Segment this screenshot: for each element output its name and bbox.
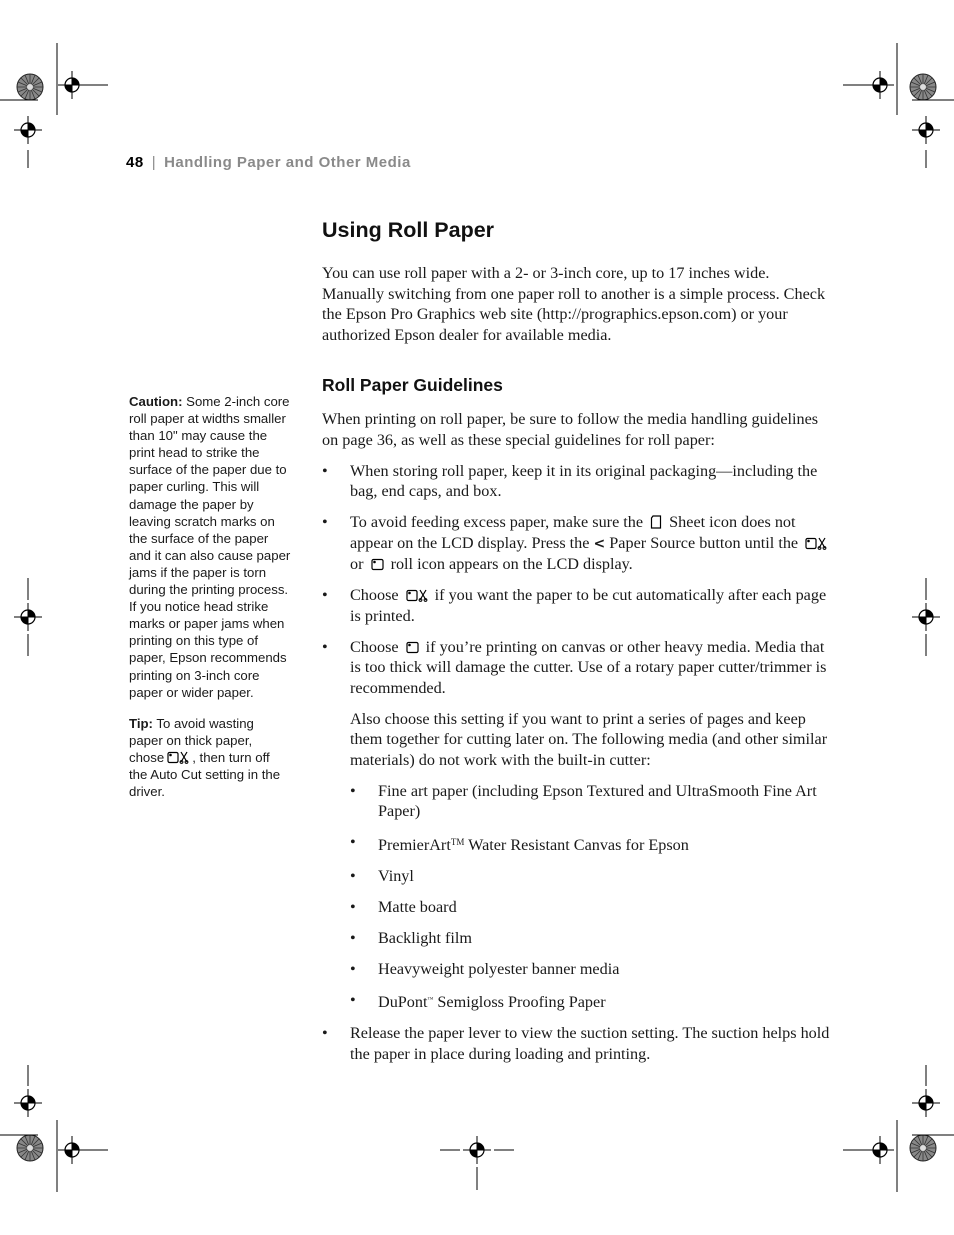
intro-paragraph: You can use roll paper with a 2- or 3-inch core, up to 17 inches wide. Manually switching from one paper roll to another is a simple process. Check the Epson Pro Graphics web site (http://prographics.epson.com) or your authorized Epson dealer for available media. xyxy=(322,264,826,344)
chapter-title: Handling Paper and Other Media xyxy=(164,154,411,171)
guidelines-list xyxy=(322,461,832,1065)
bullet-text: roll icon appears on the LCD display. xyxy=(390,555,633,573)
section-title: Using Roll Paper xyxy=(322,218,495,242)
list-item: • Matte board xyxy=(350,897,832,918)
unsupported-media-list xyxy=(350,781,832,1013)
bullet-text: To avoid feeding excess paper, make sure the xyxy=(350,513,644,531)
bullet-text: When storing roll paper, keep it in its original packaging—including the bag, end caps, and box. xyxy=(350,461,818,500)
roll-autocut-icon xyxy=(406,589,428,602)
sheet-icon xyxy=(650,515,662,529)
bullet-text: Sheet icon does not appear on the LCD display. Press the xyxy=(350,513,796,552)
list-item: • Vinyl xyxy=(350,866,832,887)
color-target xyxy=(910,1135,936,1161)
lead-paragraph: When printing on roll paper, be sure to follow the media handling guidelines on page 36, as well as these special guidelines for roll paper: xyxy=(322,410,819,449)
bullet-text: Choose xyxy=(350,637,399,656)
registration-mark xyxy=(14,1089,42,1117)
registration-mark xyxy=(912,1089,940,1117)
tip-note xyxy=(129,715,291,800)
registration-mark xyxy=(866,1136,894,1164)
list-item xyxy=(322,461,832,502)
registration-mark xyxy=(463,1136,491,1164)
list-item xyxy=(350,832,832,856)
main-content xyxy=(322,216,832,1075)
registration-mark xyxy=(912,603,940,631)
bullet-text: Choose xyxy=(350,586,399,604)
media-name-rest: Semigloss Proofing Paper xyxy=(433,993,606,1011)
page-number: 48 xyxy=(126,154,144,171)
list-item xyxy=(350,990,832,1013)
roll-autocut-icon xyxy=(805,537,827,550)
chevron-left-icon: < xyxy=(593,535,606,552)
color-target xyxy=(17,1135,43,1161)
roll-autocut-icon xyxy=(167,751,189,764)
running-head xyxy=(126,154,411,171)
caution-note xyxy=(129,393,291,701)
bullet-text: Paper Source button until the xyxy=(609,533,799,552)
roll-icon xyxy=(406,641,419,654)
registration-mark xyxy=(14,116,42,144)
list-item xyxy=(322,1023,832,1064)
color-target xyxy=(910,74,936,100)
bullet-text: Release the paper lever to view the suction setting. The suction helps hold the paper in place during loading and printing. xyxy=(350,1024,830,1063)
registration-mark xyxy=(14,603,42,631)
color-target xyxy=(17,74,43,100)
header-separator: | xyxy=(151,154,157,171)
tip-text: To avoid wasting paper on thick paper, chose xyxy=(129,715,254,765)
media-name: PremierArt xyxy=(378,836,451,854)
list-item xyxy=(322,637,832,1013)
subsection-title: Roll Paper Guidelines xyxy=(322,375,503,395)
list-item: • Heavyweight polyester banner media xyxy=(350,959,832,980)
bullet-subparagraph: Also choose this setting if you want to print a series of pages and keep them together for cutting later on. The following media (and other similar materials) do not work with the built-in cutter: xyxy=(350,709,828,769)
bullet-text: if you’re printing on canvas or other heavy media. Media that is too thick will damage the cutter. Use of a rotary paper cutter/trimmer is recommended. xyxy=(350,637,827,697)
media-name: DuPont xyxy=(378,993,428,1011)
list-item: • Fine art paper (including Epson Textured and UltraSmooth Fine Art Paper) xyxy=(350,781,832,822)
caution-label: Caution: xyxy=(129,394,183,409)
list-item xyxy=(322,512,832,575)
registration-mark xyxy=(866,71,894,99)
media-name-rest: Water Resistant Canvas for Epson xyxy=(464,836,689,854)
bullet-text: if you want the paper to be cut automatically after each page is printed. xyxy=(350,586,827,625)
list-item: • Backlight film xyxy=(350,928,832,949)
tip-text-end: , then turn off the Auto Cut setting in the driver. xyxy=(129,749,281,800)
tip-label: Tip: xyxy=(129,715,153,731)
roll-icon xyxy=(371,558,384,571)
registration-mark xyxy=(58,1136,86,1164)
caution-text: Some 2-inch core roll paper at widths smaller than 10" may cause the print head to strike the surface of the paper due to paper curling. This will damage the paper by leaving scratch marks on the surface of the paper and it can also cause paper jams if the paper is torn during the printing process. If you notice head strike marks or paper jams when printing on this type of paper, Epson recommends printing on 3-inch core paper or wider paper. xyxy=(129,394,291,700)
bullet-text: or xyxy=(350,555,364,573)
list-item xyxy=(322,585,832,626)
registration-mark xyxy=(912,116,940,144)
trademark: TM xyxy=(450,837,465,847)
trademark: ™ xyxy=(427,997,434,1003)
registration-mark xyxy=(58,71,86,99)
sidebar-notes xyxy=(129,393,291,814)
